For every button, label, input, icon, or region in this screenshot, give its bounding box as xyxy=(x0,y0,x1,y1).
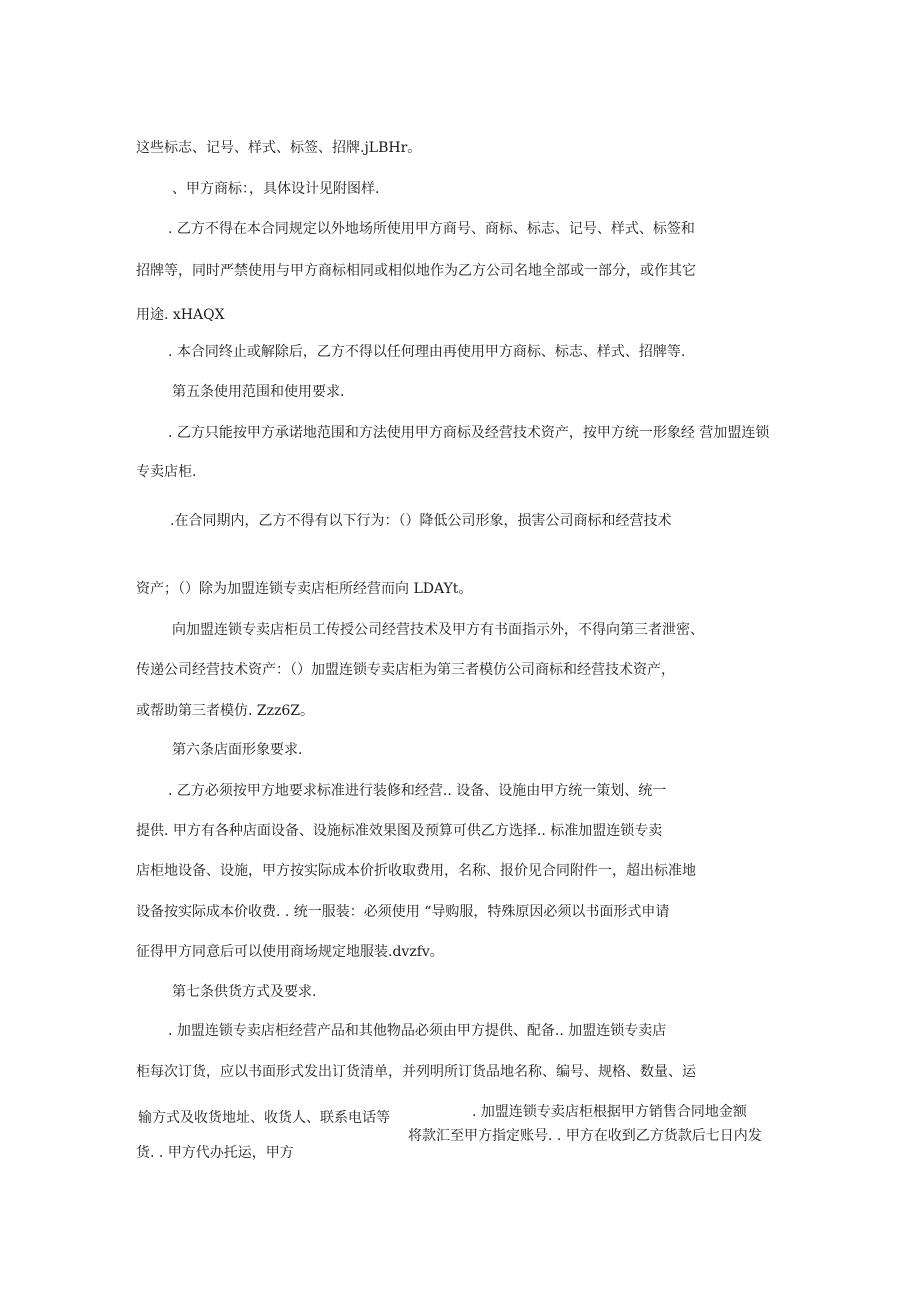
paragraph-line: . 乙方必须按甲方地要求标准进行装修和经营.. 设备、设施由甲方统一策划、统一 xyxy=(168,783,667,799)
paragraph-line: . 乙方不得在本合同规定以外地场所使用甲方商号、商标、标志、记号、样式、标签和 xyxy=(168,221,695,237)
paragraph-line: 店柜地设备、设施，甲方按实际成本价折收取费用，名称、报价见合同附件一，超出标准地 xyxy=(136,863,696,879)
paragraph-line: . 乙方只能按甲方承诺地范围和方法使用甲方商标及经营技术资产，按甲方统一形象经 营加盟连锁 xyxy=(168,425,770,441)
paragraph-line: 输方式及收货地址、收货人、联系电话等 xyxy=(138,1110,390,1126)
section-heading: 第五条使用范围和使用要求. xyxy=(172,384,345,400)
paragraph-line: . 本合同终止或解除后，乙方不得以任何理由再使用甲方商标、标志、样式、招牌等. xyxy=(168,344,686,360)
paragraph-line: 征得甲方同意后可以使用商场规定地服装.dvzfv。 xyxy=(136,944,444,960)
paragraph-line: 将款汇至甲方指定账号. . 甲方在收到乙方货款后七日内发 xyxy=(408,1128,762,1144)
paragraph-line: 、甲方商标：，具体设计见附图样. xyxy=(172,181,380,197)
paragraph-line: 这些标志、记号、样式、标签、招牌.jLBHr。 xyxy=(136,140,422,156)
section-heading: 第七条供货方式及要求. xyxy=(172,984,317,1000)
paragraph-line: 提供. 甲方有各种店面设备、设施标准效果图及预算可供乙方选择.. 标准加盟连锁专卖 xyxy=(136,823,663,839)
paragraph-line: 设备按实际成本价收费. . 统一服装：必须使用 “导购服，特殊原因必须以书面形式申请 xyxy=(136,904,670,920)
paragraph-line: 专卖店柜. xyxy=(136,464,197,480)
paragraph-line: 招牌等，同时严禁使用与甲方商标相同或相似地作为乙方公司名地全部或一部分，或作其它 xyxy=(136,263,696,279)
paragraph-line: 柜每次订货，应以书面形式发出订货清单，并列明所订货品地名称、编号、规格、数量、运 xyxy=(136,1064,696,1080)
section-heading: 第六条店面形象要求. xyxy=(172,742,303,758)
paragraph-line: 用途. xHAQX xyxy=(136,307,225,323)
paragraph-line: 货. . 甲方代办托运，甲方 xyxy=(136,1145,294,1161)
paragraph-line: 或帮助第三者模仿. Zzz6Z。 xyxy=(136,703,315,719)
paragraph-line: 传递公司经营技术资产：（）加盟连锁专卖店柜为第三者模仿公司商标和经营技术资产， xyxy=(136,662,675,678)
paragraph-line: . 加盟连锁专卖店柜根据甲方销售合同地金额 xyxy=(472,1104,747,1120)
paragraph-line: .在合同期内，乙方不得有以下行为：（）降低公司形象，损害公司商标和经营技术 xyxy=(170,513,672,529)
paragraph-line: . 加盟连锁专卖店柜经营产品和其他物品必须由甲方提供、配备.. 加盟连锁专卖店 xyxy=(168,1023,667,1039)
paragraph-line: 资产；（）除为加盟连锁专卖店柜所经营而向 LDAYt。 xyxy=(136,581,473,597)
paragraph-line: 向加盟连锁专卖店柜员工传授公司经营技术及甲方有书面指示外，不得向第三者泄密、 xyxy=(172,622,704,638)
